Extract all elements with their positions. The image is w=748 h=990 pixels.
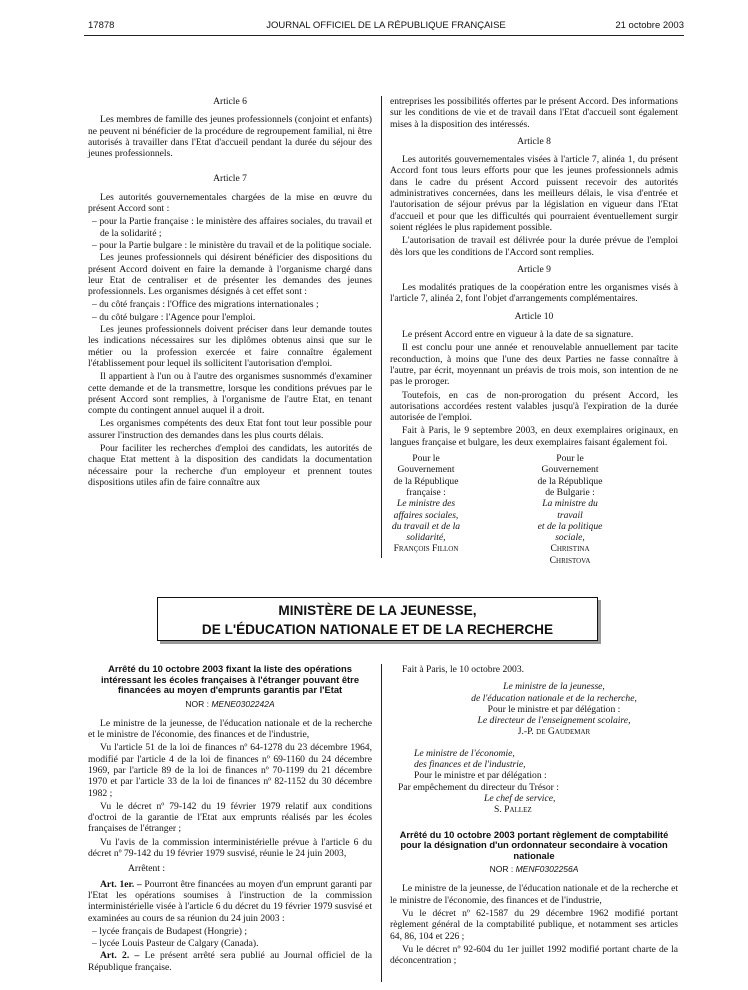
signature-line: Par empêchement du directeur du Trésor : [398, 781, 559, 793]
article-7-dash-item: – pour la Partie bulgare : le ministère du travail et de la politique sociale. [92, 239, 372, 251]
accord-signatures [390, 453, 678, 566]
signature-line: Le ministre de l'économie, [414, 747, 515, 759]
arrete-1-signature-education [390, 681, 678, 737]
article-7-paragraph: Les jeunes professionnels qui désirent bénéficier des dispositions du présent Accord doivent en faire la demande à l'organisme chargé dans leur Etat de centraliser et de présenter les demandes des jeunes professionnels. Les organismes désignés à cet effet sont : [88, 252, 372, 298]
nor-label: NOR : [489, 864, 514, 875]
accord-column-right [390, 96, 678, 566]
signatory-name: François Fillon [393, 543, 459, 555]
signature-line: de la République française : [393, 475, 459, 498]
page-header [88, 20, 684, 34]
article-7-dash-item: – du côté français : l'Office des migrations internationales ; [92, 299, 319, 311]
article-label: Art. 1er. – [100, 878, 142, 890]
arrete-1-dash-item: – lycée Louis Pasteur de Calgary (Canada). [92, 938, 259, 950]
signature-line: Pour le ministre et par délégation : [414, 770, 547, 782]
signature-line: de l'éducation nationale et de la recherche, [471, 692, 637, 704]
nor-code: MENF0302256A [515, 864, 579, 875]
signatory-name: Christina Christova [549, 543, 591, 566]
column-divider-top [381, 96, 382, 558]
arrete-2-paragraph: Le ministre de la jeunesse, de l'éducation nationale et de la recherche et le ministre de l'économie, des finances et de l'industrie, [390, 883, 678, 906]
arrete-1-article-1 [88, 879, 372, 924]
column-divider-bottom [381, 664, 382, 982]
arrete-1-nor [88, 699, 372, 710]
ministry-heading-box [157, 597, 598, 641]
article-10-paragraph: Il est conclu pour une année et renouvelable annuellement par tacite reconduction, à moins que l'une des deux Parties ne fasse connaître à l'autre, par écrit, moyennant un préavis de trois mois, son intention de ne pas le proroger. [390, 342, 678, 388]
signature-bulgaria [534, 453, 678, 566]
arrete-2-nor [390, 864, 678, 875]
article-7-continuation: entreprises les possibilités offertes par le présent Accord. Des informations sur les conditions de vie et de travail dans l'Etat d'accueil sont également mises à la disposition des intéressés. [390, 96, 678, 130]
article-7-paragraph: Pour faciliter les recherches d'emploi des candidats, les autorités de chaque Etat mettent à la disposition des candidats la documentation nécessaire pour la recherche d'un employeur et prennent toutes dispositions utiles afin de faire connaître aux [88, 443, 372, 488]
arrete-1-signatures-column [390, 664, 678, 968]
arrete-1-column [88, 664, 372, 975]
article-7-paragraph: Les autorités gouvernementales chargées de la mise en œuvre du présent Accord sont : [88, 191, 372, 215]
arrete-2-paragraph: Vu le décret nº 92-604 du 1er juillet 1992 modifié portant charte de la déconcentration ; [390, 943, 678, 967]
article-10-paragraph: Le présent Accord entre en vigueur à la date de sa signature. [402, 329, 634, 341]
journal-title: JOURNAL OFFICIEL DE LA RÉPUBLIQUE FRANÇAISE [266, 20, 506, 31]
signature-line: Pour le Gouvernement [397, 453, 455, 476]
article-text: Le présent arrêté sera publié au Journal officiel de la République française. [88, 950, 372, 973]
arrete-1-paragraph: Le ministre de la jeunesse, de l'éducation nationale et de la recherche et le ministre de l'économie, des finances et de l'industrie, [88, 717, 372, 741]
article-10-paragraph: Fait à Paris, le 9 septembre 2003, en deux exemplaires originaux, en langues française et bulgare, les deux exemplaires faisant également foi. [390, 425, 678, 448]
accord-column-left [88, 96, 372, 490]
article-8-paragraph: Les autorités gouvernementales visées à l'article 7, alinéa 1, du présent Accord font tous leurs efforts pour que les jeunes professionnels admis dans le cadre du présent Accord puissent recevoir des autorités administratives concernées, dans les meilleurs délais, le visa d'entrée et l'autorisation de séjour prévus par la législation en vigueur dans l'Etat d'accueil et pour que les difficultés qui pourraient éventuellement surgir soient réglées le plus rapidement possible. [390, 154, 678, 233]
article-7-dash-item: – pour la Partie française : le ministère des affaires sociales, du travail et de la solidarité ; [92, 216, 372, 239]
arrete-2-paragraph: Vu le décret nº 62-1587 du 29 décembre 1962 modifié portant règlement général de la comptabilité publique, et notamment ses articles 64, 86, 104 et 226 ; [390, 907, 678, 942]
arrete-2-title: Arrêté du 10 octobre 2003 portant règlement de comptabilité pour la désignation d'un ordonnateur secondaire à vocation nationale [399, 828, 669, 861]
signature-line: Le ministre de la jeunesse, [503, 681, 605, 693]
article-9-title: Article 9 [517, 263, 551, 275]
article-7-dash-item: – du côté bulgare : l'Agence pour l'emploi. [92, 311, 256, 323]
signatory-name: J.-P. de Gaudemar [517, 726, 591, 738]
article-7-title: Article 7 [213, 173, 247, 185]
page-number: 17878 [88, 20, 115, 31]
signature-line: Le ministre des affaires sociales, [393, 498, 459, 521]
article-6-title: Article 6 [213, 96, 247, 107]
signature-line: du travail et de la solidarité, [391, 520, 461, 544]
ministry-line: DE L'ÉDUCATION NATIONALE ET DE LA RECHERCHE [201, 622, 554, 637]
article-text: Pourront être financées au moyen d'un emprunt garanti par l'Etat les opérations soumises à l'instruction de la commission interministérielle visée à l'article 6 du décret du 19 février 1979 susvisé et examinées au cours de sa réunion du 24 juin 2003 : [88, 878, 372, 924]
article-10-title: Article 10 [514, 310, 554, 322]
signature-line: Pour le ministre et par délégation : [487, 703, 621, 715]
arrete-1-dash-item: – lycée français de Budapest (Hongrie) ; [92, 925, 248, 937]
issue-date: 21 octobre 2003 [615, 20, 684, 31]
arrete-1-paragraph: Vu l'article 51 de la loi de finances nº 64-1278 du 23 décembre 1964, modifié par l'article 4 de la loi de finances nº 69-1160 du 24 décembre 1969, par l'article 89 de la loi de finances nº 70-1199 du 21 décembre 1970 et par l'article 33 de la loi de finances nº 82-1152 du 30 décembre 1982 ; [88, 742, 372, 799]
signatory-name: S. Pallez [494, 804, 532, 816]
header-rule [84, 35, 684, 36]
signature-line: Le directeur de l'enseignement scolaire, [477, 715, 631, 727]
article-8-title: Article 8 [517, 135, 551, 147]
article-8-paragraph: L'autorisation de travail est délivrée pour la durée prévue de l'emploi dès lors que les conditions de l'Accord sont remplies. [390, 235, 678, 258]
arrete-2 [390, 830, 678, 967]
signature-line: La ministre du travail [542, 498, 598, 521]
signature-france [390, 453, 534, 566]
arrete-1-fait: Fait à Paris, le 10 octobre 2003. [402, 664, 525, 675]
arrete-1-paragraph: Vu l'avis de la commission interministérielle prévue à l'article 6 du décret nº 79-142 du 19 février 1979 susvisé, réunie le 24 juin 2003, [88, 836, 372, 860]
article-7-paragraph: Il appartient à l'un ou à l'autre des organismes susnommés d'examiner cette demande et de la transmettre, lorsque les conditions prévues par le présent Accord sont remplies, à l'organisme de l'autre Etat, en tenant compte du contingent annuel auquel il a droit. [88, 371, 372, 417]
article-6-paragraph: Les membres de famille des jeunes professionnels (conjoint et enfants) ne peuvent ni bénéficier de la procédure de regroupement familial, ni être autorisés à travailler dans l'Etat d'accueil pendant la durée du séjour des jeunes professionnels. [88, 114, 373, 160]
nor-label: NOR : [185, 698, 209, 709]
arrete-1-paragraph: Vu le décret nº 79-142 du 19 février 1979 relatif aux conditions d'octroi de la garantie de l'Etat aux emprunts réalisés par les écoles françaises de l'étranger ; [88, 800, 372, 835]
article-9-paragraph: Les modalités pratiques de la coopération entre les organismes visés à l'article 7, alinéa 2, font l'objet d'arrangements complémentaires. [390, 282, 678, 305]
article-label: Art. 2. – [100, 950, 140, 962]
arrete-1-title: Arrêté du 10 octobre 2003 fixant la liste des opérations intéressant les écoles françaises à l'étranger pouvant être financées au moyen d'emprunts garantis par l'Etat [100, 663, 360, 695]
signature-line: et de la politique sociale, [537, 520, 603, 544]
arrete-1-signature-economy [390, 748, 678, 816]
ministry-line: MINISTÈRE DE LA JEUNESSE, [278, 603, 477, 618]
arrete-1-article-2 [88, 950, 372, 973]
signature-line: Le chef de service, [484, 792, 556, 804]
signature-line: de la République de Bulgarie : [537, 475, 603, 498]
nor-code: MENE0302242A [211, 698, 275, 709]
article-7-paragraph: Les jeunes professionnels doivent préciser dans leur demande toutes les indications nécessaires sur les diplômes obtenus ainsi que sur le métier ou la profession exercée et faire connaître également l'établissement pour lequel ils sollicitent l'autorisation d'emploi. [88, 324, 372, 369]
article-7-paragraph: Les organismes compétents des deux Etat font tout leur possible pour assurer l'instruction des demandes dans les plus courts délais. [88, 418, 372, 441]
article-10-paragraph: Toutefois, en cas de non-prorogation du présent Accord, les autorisations accordées restent valables jusqu'à l'expiration de la durée autorisée de l'emploi. [390, 389, 678, 424]
arretent: Arrêtent : [128, 863, 166, 875]
signature-line: des finances et de l'industrie, [414, 759, 526, 771]
signature-line: Pour le Gouvernement [541, 453, 599, 476]
